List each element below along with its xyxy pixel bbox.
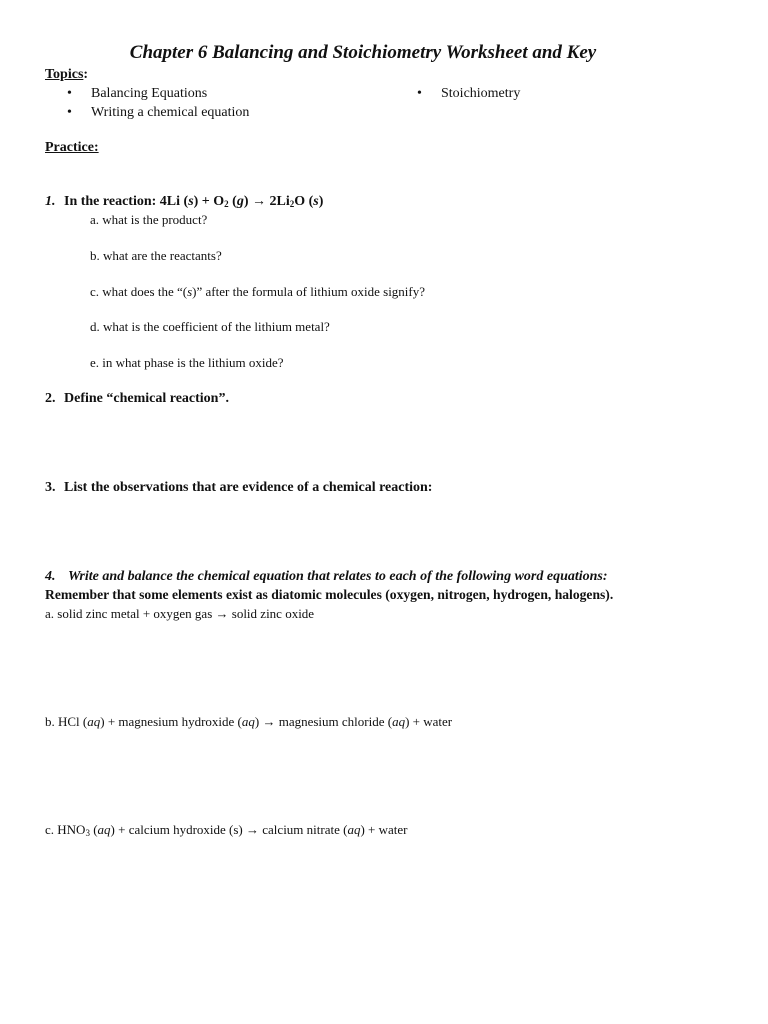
q1-subscript: 2 — [224, 199, 229, 209]
bullet-icon: • — [67, 86, 72, 101]
topic-label: Stoichiometry — [441, 86, 521, 101]
q1-text: ) — [318, 194, 324, 209]
q1-part-c — [90, 283, 425, 300]
q1-text: ( — [228, 194, 237, 209]
q4-c-subscript: 3 — [85, 828, 90, 838]
topic-label: Writing a chemical equation — [91, 105, 250, 120]
q1-subscript: 2 — [289, 199, 295, 209]
question-number: 1. — [45, 194, 56, 209]
q1-part-e: e. in what phase is the lithium oxide? — [90, 355, 284, 370]
topic-label: Balancing Equations — [91, 86, 208, 101]
topic-item — [67, 85, 207, 102]
q4-c-text: ( — [89, 822, 98, 837]
question-number: 4. — [45, 569, 56, 584]
q1-text: ) + O — [193, 194, 225, 209]
q1-state: g — [236, 194, 244, 209]
q4-part-c — [45, 821, 407, 838]
q1-part-a: a. what is the product? — [90, 212, 208, 227]
bullet-icon: • — [67, 105, 72, 120]
q4-part-b — [45, 713, 452, 730]
topics-heading-text: Topics — [45, 67, 84, 82]
practice-heading: Practice: — [45, 140, 99, 155]
question-text: Define “chemical reaction”. — [64, 391, 229, 406]
diatomic-note: Remember that some elements exist as diatomic molecules (oxygen, nitrogen, hydrogen, halogens). — [45, 587, 614, 602]
q4-b-state: aq — [241, 714, 255, 729]
question-text: List the observations that are evidence of a chemical reaction: — [64, 480, 433, 495]
question-1 — [45, 193, 323, 210]
q1-state: s — [188, 194, 194, 209]
q4-b-state: aq — [87, 714, 101, 729]
q4-b-text: b. HCl ( — [45, 714, 88, 729]
q4-b-text: ) + magnesium hydroxide ( — [100, 714, 242, 729]
bullet-icon: • — [417, 86, 422, 101]
q4-c-state: aq — [97, 822, 111, 837]
q1-c-state: s — [187, 284, 193, 299]
q4-b-state: aq — [392, 714, 406, 729]
q1-text: O ( — [294, 194, 314, 209]
question-2 — [45, 390, 229, 407]
question-text: Write and balance the chemical equation that relates to each of the following word equations: — [68, 569, 608, 584]
q4-b-text: ) → magnesium chloride ( — [254, 714, 393, 729]
topic-item — [67, 104, 249, 121]
topics-heading — [45, 66, 88, 83]
q1-state: s — [313, 194, 319, 209]
q4-part-a: a. solid zinc metal + oxygen gas → solid zinc oxide — [45, 606, 315, 621]
q1-c-text: )” after the formula of lithium oxide signify? — [192, 284, 426, 299]
q1-part-b: b. what are the reactants? — [90, 248, 222, 263]
q4-c-text: ) + water — [360, 822, 408, 837]
question-number: 3. — [45, 480, 56, 495]
q4-c-state: aq — [347, 822, 361, 837]
q4-c-text: c. HNO — [45, 822, 86, 837]
topics-heading-colon: : — [83, 67, 89, 82]
question-number: 2. — [45, 391, 56, 406]
question-4 — [45, 568, 608, 585]
page-title: Chapter 6 Balancing and Stoichiometry Worksheet and Key — [129, 42, 597, 63]
q1-part-d: d. what is the coefficient of the lithium metal? — [90, 319, 330, 334]
q1-c-text: c. what does the “( — [90, 284, 188, 299]
topic-item — [417, 85, 520, 102]
question-3 — [45, 479, 432, 496]
q4-c-text: ) + calcium hydroxide (s) → calcium nitrate ( — [110, 822, 348, 837]
q4-b-text: ) + water — [405, 714, 453, 729]
q1-text: In the reaction: 4Li ( — [64, 194, 189, 209]
q1-text: ) → 2Li — [243, 194, 290, 209]
